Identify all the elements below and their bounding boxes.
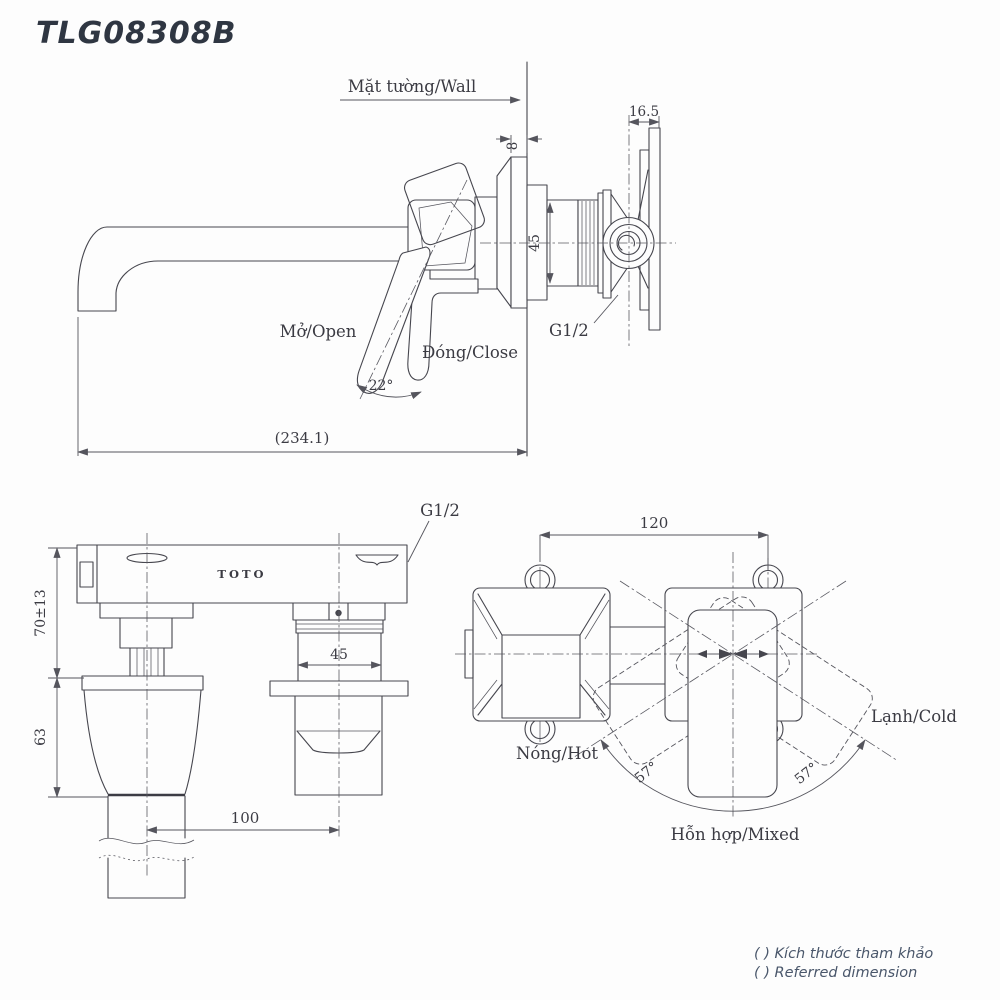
dim8-label: 8 <box>505 141 521 151</box>
handle-base-flange <box>100 603 193 618</box>
dim70-label: 70±13 <box>33 589 49 637</box>
dim120-label: 120 <box>639 514 669 532</box>
wall-bracket-plate <box>649 128 660 330</box>
hot-label: Nóng/Hot <box>515 744 599 763</box>
wall-label: Mặt tường/Wall <box>347 77 477 96</box>
close-label: Đóng/Close <box>421 343 519 362</box>
handle-skirt <box>82 676 203 690</box>
spout-knurl-ring <box>296 620 383 633</box>
body-collar <box>497 157 511 307</box>
dim120-extensions <box>540 535 768 570</box>
handle-stem-step <box>120 618 172 648</box>
footnote <box>754 946 933 981</box>
side-view <box>78 62 676 456</box>
dim100-label: 100 <box>230 809 260 827</box>
footnote-line2: ( ) Referred dimension <box>754 965 918 981</box>
elevation-view <box>33 501 460 898</box>
body-connection-lines <box>610 627 665 684</box>
spout-lower-cylinder <box>295 696 382 795</box>
handle-front <box>688 610 777 797</box>
spout-escutcheon <box>473 588 610 721</box>
footnote-line1: ( ) Kích thước tham khảo <box>754 946 934 962</box>
dim45-plan-label: 45 <box>330 647 348 663</box>
handle-horn-curves <box>84 690 201 794</box>
g12-plan-label: G1/2 <box>420 501 460 520</box>
wall-flange <box>511 157 527 308</box>
open-label: Mở/Open <box>279 322 357 341</box>
handle-shaft <box>108 796 185 898</box>
model-number-title: TLG08308B <box>36 16 237 51</box>
g12-side-leader <box>594 295 618 323</box>
break-line-upper <box>99 838 194 843</box>
break-line-lower <box>99 855 194 860</box>
dim165-label: 16.5 <box>628 104 660 120</box>
angle57-right-label: 57° <box>791 759 822 788</box>
cold-label: Lạnh/Cold <box>870 707 958 726</box>
front-view <box>455 514 957 844</box>
angle-22-label: 22° <box>368 378 394 394</box>
dim45-side-label: 45 <box>527 234 543 252</box>
dim63-label: 63 <box>33 728 49 746</box>
spout-set-screw <box>335 610 341 616</box>
dim234-label: (234.1) <box>274 429 330 447</box>
mixed-label: Hỗn hợp/Mixed <box>670 825 800 844</box>
g12-plan-leader <box>408 521 429 562</box>
toto-logo: TOTO <box>217 567 267 581</box>
angle57-left-label: 57° <box>631 758 662 787</box>
g12-side-label: G1/2 <box>549 321 589 340</box>
